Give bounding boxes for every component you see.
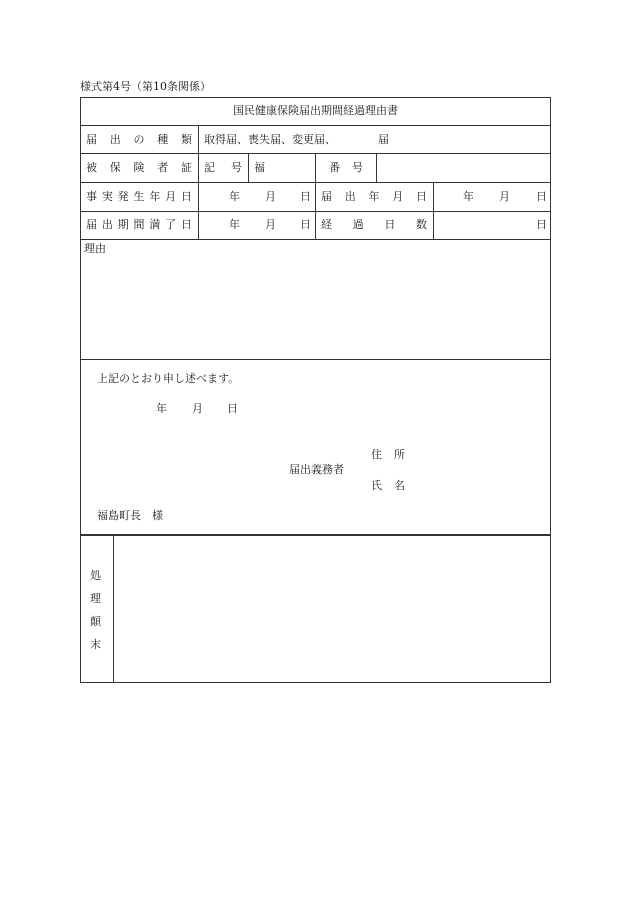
form-number: 様式第4号（第10条関係） xyxy=(80,80,211,93)
notification-type-suffix: 届 xyxy=(378,133,389,146)
filing-month-unit: 月 xyxy=(499,190,510,203)
notification-type-label: 届 出 の 種 類 xyxy=(86,133,192,146)
filing-day-unit: 日 xyxy=(536,190,547,203)
addressee: 福島町長 様 xyxy=(97,509,163,522)
elapsed-days-unit: 日 xyxy=(536,218,547,231)
declaration-day-unit: 日 xyxy=(227,402,238,415)
elapsed-days-label: 経 過 日 数 xyxy=(321,218,427,231)
occurrence-date-label: 事 実 発 生 年 月 日 xyxy=(86,190,192,203)
filing-year-unit: 年 xyxy=(463,190,474,203)
number-label: 番 号 xyxy=(329,161,363,174)
period-end-month-unit: 月 xyxy=(265,218,276,231)
period-end-day-unit: 日 xyxy=(300,218,311,231)
divider xyxy=(198,125,199,239)
divider xyxy=(433,182,434,239)
divider xyxy=(113,535,114,683)
divider xyxy=(248,153,249,182)
filing-date-label: 届 出 年 月 日 xyxy=(321,190,427,203)
insurance-card-label: 被 保 険 者 証 xyxy=(86,161,192,174)
processing-label-char: 顛 xyxy=(90,615,101,628)
divider xyxy=(80,239,551,240)
symbol-value: 福 xyxy=(254,161,265,174)
declaration-statement: 上記のとおり申し述べます。 xyxy=(97,372,240,385)
declaration-month-unit: 月 xyxy=(192,402,203,415)
divider xyxy=(80,359,551,360)
obligor-label: 届出義務者 xyxy=(289,463,344,476)
divider xyxy=(376,153,377,182)
name-label: 氏 名 xyxy=(371,479,405,492)
form-title: 国民健康保険届出期間経過理由書 xyxy=(233,104,398,117)
divider xyxy=(80,534,551,536)
symbol-label: 記 号 xyxy=(204,161,242,174)
divider xyxy=(80,125,551,126)
period-end-date-label: 届 出 期 間 満 了 日 xyxy=(86,218,192,231)
processing-label-char: 理 xyxy=(90,592,101,605)
period-end-year-unit: 年 xyxy=(229,218,240,231)
occurrence-day-unit: 日 xyxy=(300,190,311,203)
processing-label-char: 処 xyxy=(90,569,101,582)
declaration-year-unit: 年 xyxy=(156,402,167,415)
address-label: 住 所 xyxy=(371,448,405,461)
divider xyxy=(315,153,316,239)
occurrence-month-unit: 月 xyxy=(265,190,276,203)
occurrence-year-unit: 年 xyxy=(229,190,240,203)
processing-label-char: 末 xyxy=(90,638,101,651)
reason-label: 理由 xyxy=(84,242,106,255)
notification-type-options: 取得届、喪失届、変更届、 xyxy=(204,133,336,146)
